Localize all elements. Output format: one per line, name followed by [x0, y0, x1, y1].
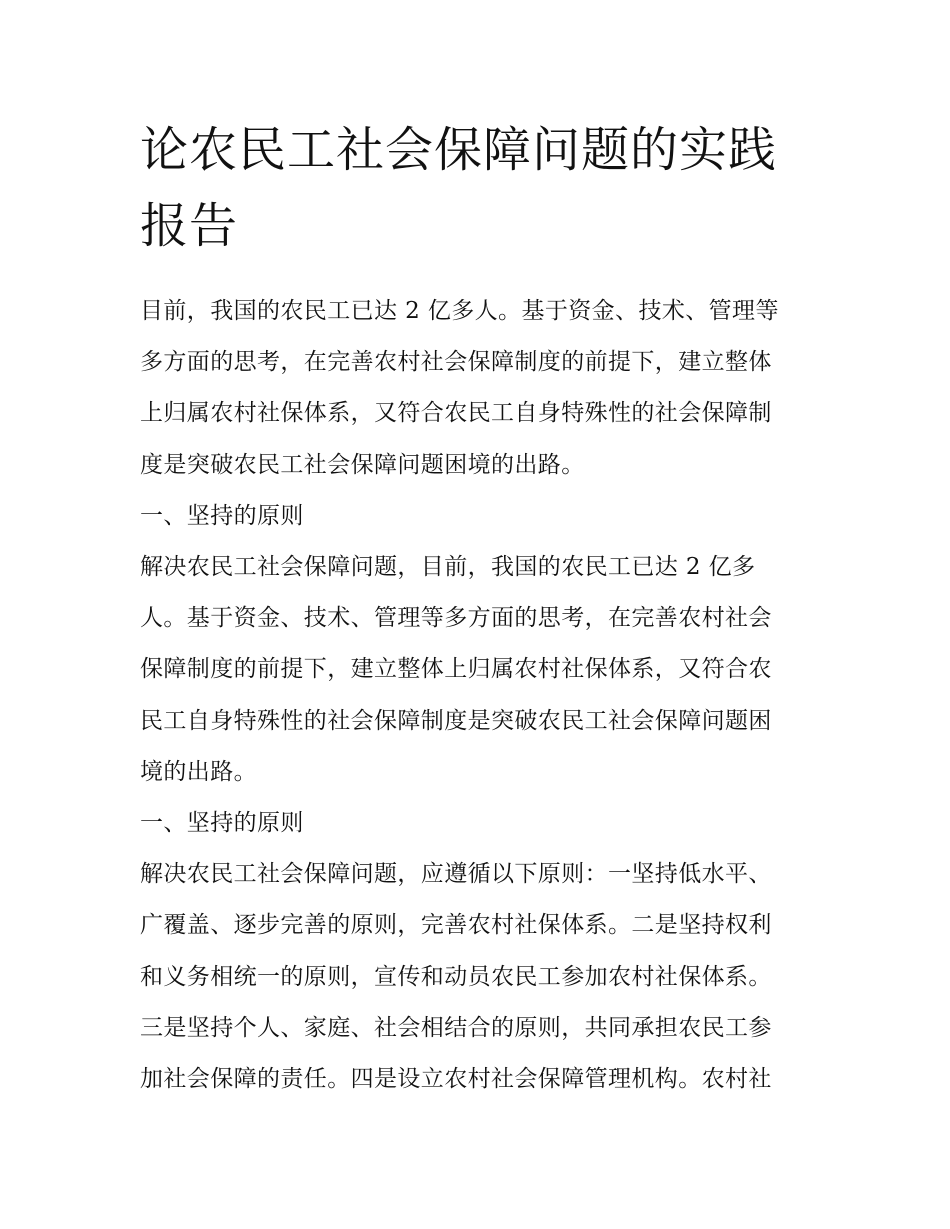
section-heading: 一、坚持的原则	[140, 502, 304, 529]
section-heading: 一、坚持的原则	[140, 810, 304, 837]
paragraph-line: 解决农民工社会保障问题，目前，我国的农民工已达 2 亿多	[140, 554, 756, 581]
title-line: 报告	[140, 198, 239, 254]
paragraph-line: 人。基于资金、技术、管理等多方面的思考，在完善农村社会	[140, 605, 772, 632]
paragraph-line: 广覆盖、逐步完善的原则，完善农村社保体系。二是坚持权利	[140, 912, 772, 939]
document-body	[140, 286, 820, 1105]
paragraph-line: 保障制度的前提下，建立整体上归属农村社保体系，又符合农	[140, 656, 772, 683]
paragraph-line: 度是突破农民工社会保障问题困境的出路。	[140, 451, 585, 478]
document-title	[140, 112, 820, 264]
paragraph-line: 境的出路。	[140, 758, 257, 785]
paragraph-line: 目前，我国的农民工已达 2 亿多人。基于资金、技术、管理等	[140, 298, 779, 324]
paragraph-line: 民工自身特殊性的社会保障制度是突破农民工社会保障问题困	[140, 707, 772, 734]
paragraph-line: 解决农民工社会保障问题，应遵循以下原则：一坚持低水平、	[140, 861, 772, 888]
paragraph-line: 和义务相统一的原则，宣传和动员农民工参加农村社保体系。	[140, 963, 772, 990]
paragraph-line: 加社会保障的责任。四是设立农村社会保障管理机构。农村社	[140, 1066, 772, 1093]
document-page	[140, 112, 820, 1105]
paragraph-line: 三是坚持个人、家庭、社会相结合的原则，共同承担农民工参	[140, 1014, 772, 1041]
paragraph-line: 多方面的思考，在完善农村社会保障制度的前提下，建立整体	[140, 349, 772, 376]
title-line: 论农民工社会保障问题的实践	[140, 122, 778, 178]
paragraph-line: 上归属农村社保体系，又符合农民工自身特殊性的社会保障制	[140, 400, 772, 427]
